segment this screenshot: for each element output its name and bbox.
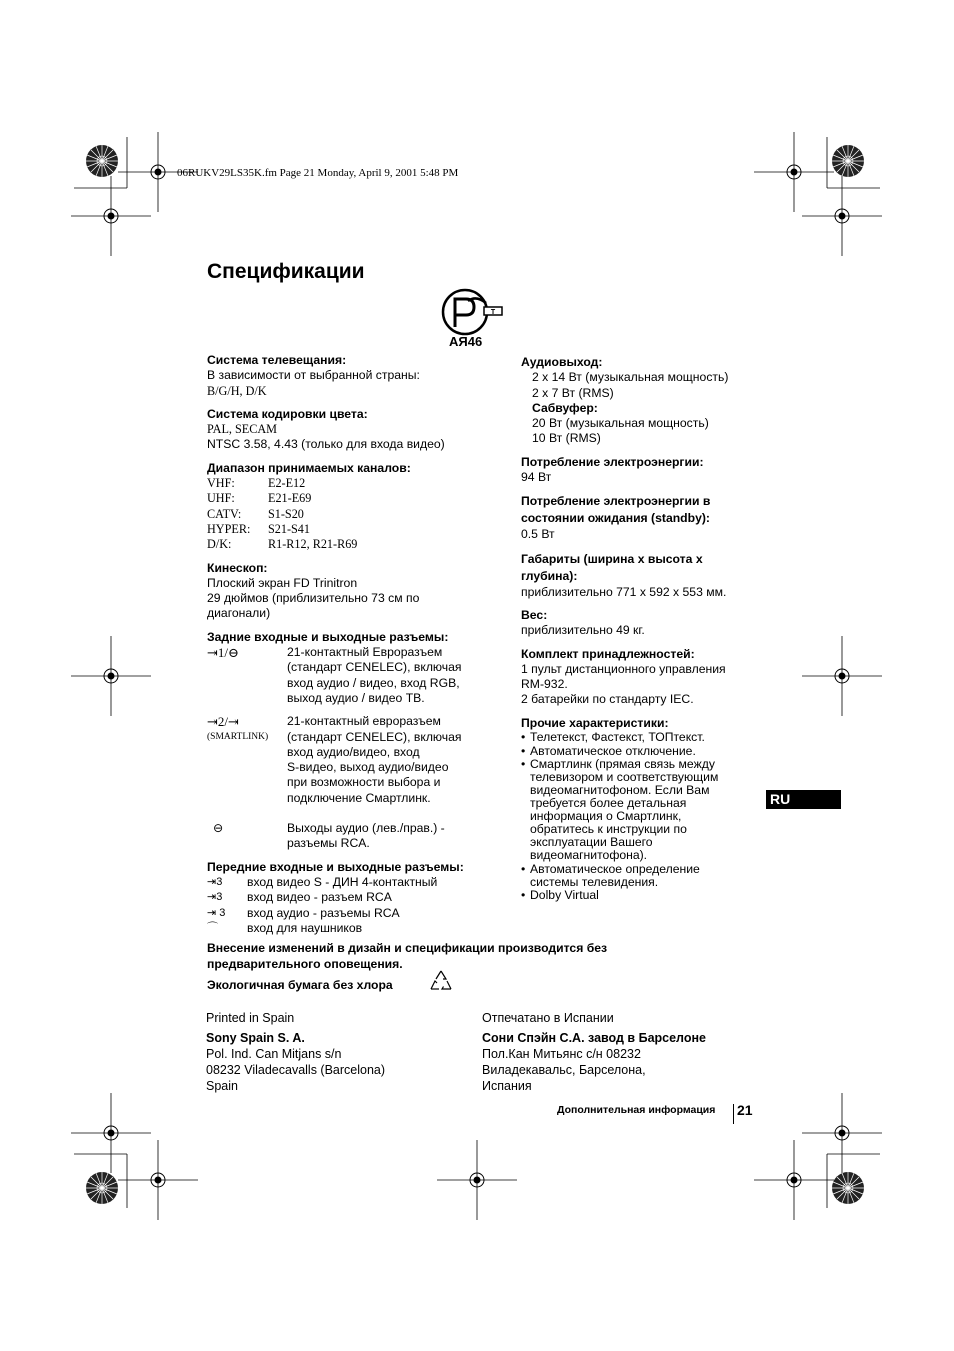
- address-line: Испания: [482, 1079, 532, 1093]
- certification-code: АЯ46: [449, 334, 483, 349]
- standby-heading-2: состоянии ожидания (standby):: [521, 511, 710, 526]
- smartlink-label: (SMARTLINK): [207, 731, 269, 742]
- power-value: 94 Вт: [521, 470, 552, 485]
- page-title: Спецификации: [207, 260, 365, 283]
- channel-table: [207, 476, 492, 552]
- rear-connectors-heading: Задние входные и выходные разъемы:: [207, 629, 449, 644]
- list-item: • Автоматическое отключение.: [530, 745, 740, 758]
- audio-out-1: 2 x 14 Вт (музыкальная мощность): [532, 370, 729, 385]
- tube-heading: Кинескоп:: [207, 560, 268, 575]
- rear-connector-3: ⊖ Выходы аудио (лев./прав.) - разъемы RCA.: [213, 821, 445, 851]
- channel-row: VHF: E2-E12: [207, 476, 306, 491]
- tube-text-2: 29 дюймов (приблизительно 73 см по: [207, 591, 420, 606]
- subwoofer-heading: Сабвуфер:: [532, 400, 598, 415]
- broadcast-text: В зависимости от выбранной страны:: [207, 368, 420, 383]
- standby-heading-1: Потребление электроэнергии в: [521, 494, 711, 509]
- list-item: • Автоматическое определение системы телевидения.: [530, 863, 740, 889]
- channel-row: UHF: E21-E69: [207, 491, 312, 506]
- subwoofer-1: 20 Вт (музыкальная мощность): [532, 416, 709, 431]
- language-tab: RU: [766, 790, 841, 809]
- scart-2-icon: ⇥2/⇥: [207, 714, 239, 730]
- accessories-2: RM-932.: [521, 677, 568, 692]
- channel-row: D/K: R1-R12, R21-R69: [207, 537, 358, 552]
- imprint-english: [206, 1010, 385, 1094]
- tube-text-3: диагонали): [207, 606, 271, 621]
- other-features-list: [521, 731, 740, 902]
- recycle-icon: [427, 968, 455, 996]
- address-line: Пол.Кан Митьянс с/н 08232: [482, 1047, 641, 1061]
- color-system-1: PAL, SECAM: [207, 422, 277, 437]
- rear-connector-2: ⇥2/⇥ (SMARTLINK) 21-контактный евроразъем (стандарт CENELEC), включая вход аудио/видео, вход S-видео, выход аудио/видео при возможности выбора и подключение Смартлинк.: [207, 714, 462, 805]
- notice-line-1: Внесение изменений в дизайн и спецификации производится без: [207, 941, 608, 955]
- front-connector-row: ⌒ вход для наушников: [207, 920, 363, 935]
- page-number: 21: [737, 1102, 753, 1118]
- channels-heading: Диапазон принимаемых каналов:: [207, 460, 411, 475]
- video-input-icon: ⇥3: [207, 891, 223, 904]
- printed-in-russian: Отпечатано в Испании: [482, 1011, 614, 1025]
- rear-connector-1: ⇥1/⊖ 21-контактный Евроразъем (стандарт CENELEC), включая вход аудио / видео, вход RGB, выход аудио / видео ТВ.: [207, 645, 462, 705]
- company-english: Sony Spain S. A.: [206, 1031, 305, 1045]
- front-connector-row: ⇥3 вход видео S - ДИН 4-контактный: [207, 874, 438, 889]
- broadcast-heading: Система телевещания:: [207, 353, 347, 367]
- color-system-2: NTSC 3.58, 4.43 (только для входа видео): [207, 437, 445, 452]
- audio-out-icon: ⊖: [213, 821, 224, 836]
- dimensions-value: приблизительно 771 x 592 x 553 мм.: [521, 584, 727, 599]
- broadcast-systems: B/G/H, D/K: [207, 383, 267, 398]
- printed-in-english: Printed in Spain: [206, 1011, 295, 1025]
- audio-out-2: 2 x 7 Вт (RMS): [532, 385, 614, 400]
- eco-paper-note: Экологичная бумага без хлора: [207, 978, 393, 992]
- scart-1-icon: ⇥1/⊖: [207, 645, 239, 661]
- svg-text:T: T: [490, 309, 496, 316]
- accessories-1: 1 пульт дистанционного управления: [521, 661, 726, 676]
- footer-divider: [733, 1104, 734, 1124]
- other-features-heading: Прочие характеристики:: [521, 715, 669, 730]
- front-connector-row: ⇥3 вход видео - разъем RCA: [207, 890, 392, 905]
- gost-certification-logo: [440, 287, 506, 337]
- list-item: • Dolby Virtual: [530, 889, 740, 902]
- channel-row: HYPER: S21-S41: [207, 521, 310, 536]
- front-connectors-heading: Передние входные и выходные разъемы:: [207, 859, 464, 874]
- address-line: Spain: [206, 1079, 238, 1093]
- imprint-russian: [482, 1010, 706, 1094]
- company-russian: Сони Спэйн С.А. завод в Барселоне: [482, 1031, 706, 1045]
- specs-left-column: [207, 353, 492, 936]
- address-line: Pol. Ind. Can Mitjans s/n: [206, 1047, 342, 1061]
- color-system-heading: Система кодировки цвета:: [207, 406, 368, 421]
- notice-line-2: предварительного оповещения.: [207, 957, 403, 971]
- audio-out-heading: Аудиовыход:: [521, 355, 603, 369]
- standby-value: 0.5 Вт: [521, 527, 555, 542]
- front-connector-row: ⇥ 3 вход аудио - разъемы RCA: [207, 905, 400, 920]
- headphones-icon: ⌒: [207, 921, 218, 934]
- address-line: Виладекавальс, Барселона,: [482, 1063, 646, 1077]
- weight-heading: Вес:: [521, 607, 548, 622]
- channel-row: CATV: S1-S20: [207, 506, 304, 521]
- list-item: • Телетекст, Фастекст, ТОПтекст.: [530, 731, 740, 744]
- accessories-3: 2 батарейки по стандарту IEC.: [521, 692, 694, 707]
- weight-value: приблизительно 49 кг.: [521, 623, 645, 638]
- subwoofer-2: 10 Вт (RMS): [532, 431, 601, 446]
- list-item: • Смартлинк (прямая связь между телевизором и соответствующим видеомагнитофоном. Если Вам требуется более детальная информация о Смартлинк, обратитесь к инструкции по эксплуатации Вашего видеомагнитофона).: [530, 758, 740, 862]
- accessories-heading: Комплект принадлежностей:: [521, 646, 695, 661]
- address-line: 08232 Viladecavalls (Barcelona): [206, 1063, 386, 1077]
- power-heading: Потребление электроэнергии:: [521, 454, 704, 469]
- audio-input-icon: ⇥ 3: [207, 906, 226, 919]
- specs-right-column: [521, 355, 756, 903]
- dimensions-heading-1: Габариты (ширина x высота x: [521, 551, 703, 566]
- file-info-line: 06RUKV29LS35K.fm Page 21 Monday, April 9, 2001 5:48 PM: [177, 167, 459, 179]
- dimensions-heading-2: глубина):: [521, 568, 578, 583]
- tube-text-1: Плоский экран FD Trinitron: [207, 575, 358, 590]
- s-video-input-icon: ⇥3: [207, 875, 223, 888]
- footer-section-title: Дополнительная информация: [557, 1104, 716, 1116]
